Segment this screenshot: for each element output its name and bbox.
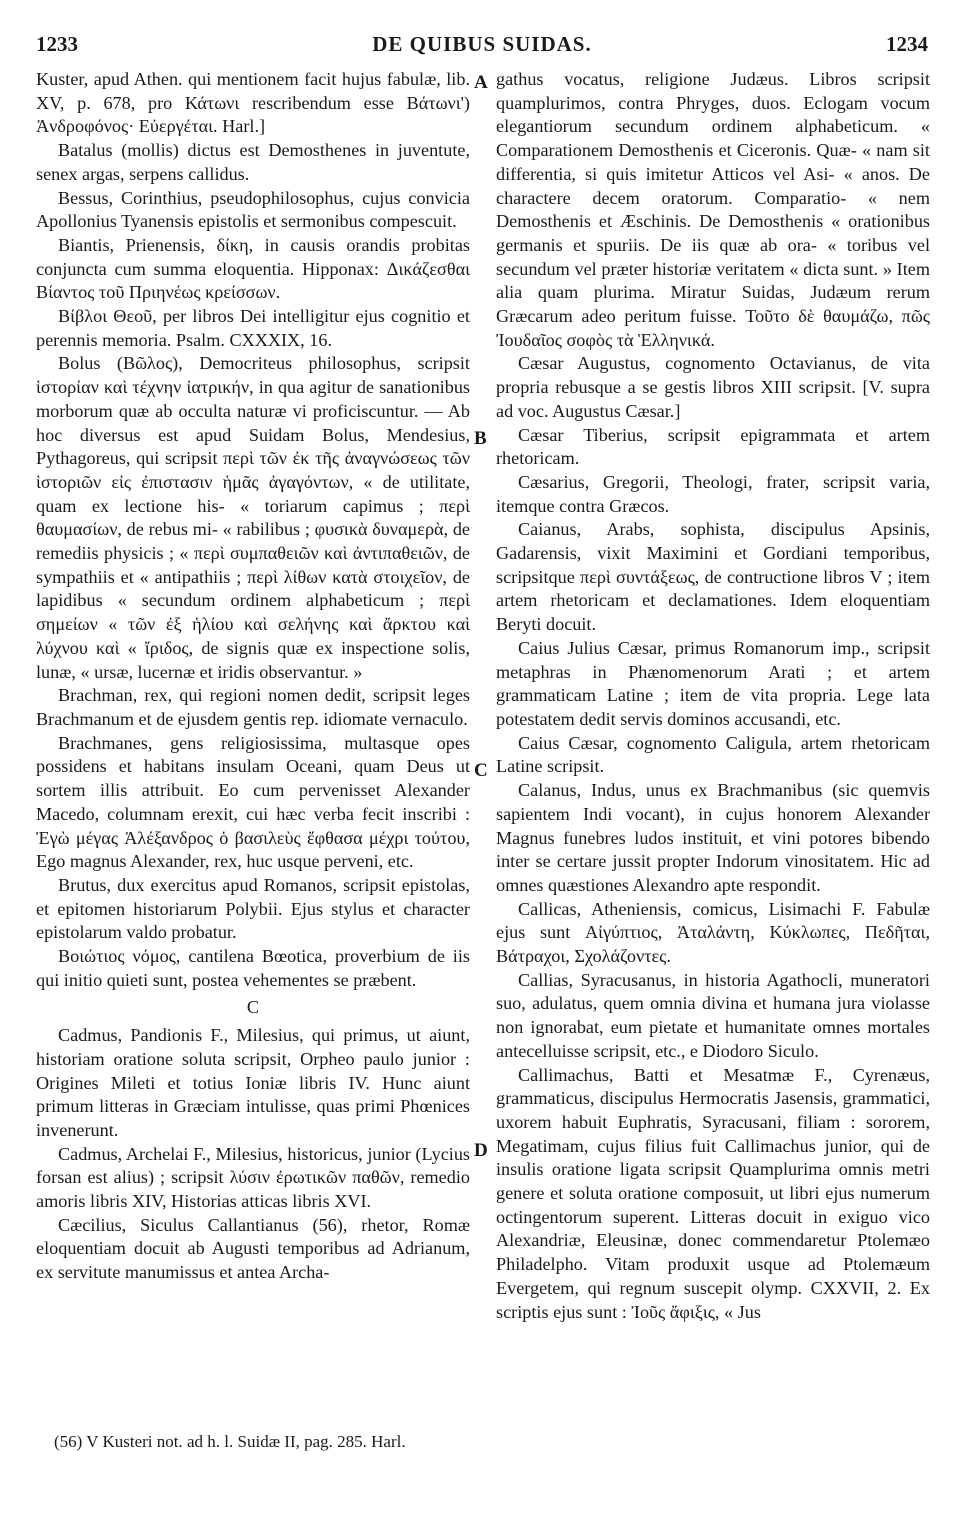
entry-caecilius: Cæcilius, Siculus Callantianus (56), rhetor, Romæ eloquentiam docuit ab Augusti temporibus ad Adrianum, ex servitute manumissus et antea Archa- (36, 1214, 470, 1283)
right-page-number: 1234 (886, 32, 928, 56)
entry-brutus: Brutus, dux exercitus apud Romanos, scripsit epistolas, et epitomen historiarum Polybii. Ejus stylus et character epistolarum valdo probatur. (36, 874, 470, 943)
margin-marker-c: C (474, 760, 488, 781)
margin-marker-a: A (474, 72, 488, 93)
entry-kuster: Kuster, apud Athen. qui mentionem facit hujus fabulæ, lib. XV, p. 678, pro Κάτωνι rescribendum esse Βάτωνι') Ἀνδροφόνος· Εὐεργέται. Harl.] (36, 69, 470, 137)
running-title: DE QUIBUS SUIDAS. (372, 32, 592, 56)
left-column (36, 68, 470, 1285)
entry-caecilius-cont: gathus vocatus, religione Judæus. Libros scripsit quamplurimos, contra Phryges, duos. Eclogam vocum elegantiorum secundum ordinem alphabeticum. « Comparationem Demosthenis et Ciceronis. Quæ- « nam sit differentia, si quis imitetur Atticos vel Asi- « anos. De charactere decem oratorum. Comparatio- « nem Demosthenis et Æschinis. De Demosthenis « orationibus germanis et spuriis. De iis quæ ab ora- « toribus vel secundum vel præter historiæ veritatem « dicta sunt. » Item alia quam plurima. Miratur Suidas, Judæum rerum Græcarum adeo peritum fuisse. Τοῦτο δὲ θαυμάζω, πῶς Ἰουδαῖος σοφὸς τὰ Ἑλληνικά. (496, 69, 930, 350)
section-letter-c: C (246, 997, 260, 1018)
page-header (36, 32, 928, 60)
entry-caesar-augustus: Cæsar Augustus, cognomento Octavianus, de vita propria rebusque a se gestis libros XIII scripsit. [V. supra ad voc. Augustus Cæsar.] (496, 353, 930, 421)
entry-cadmus-pandionis: Cadmus, Pandionis F., Milesius, qui primus, ut aiunt, historiam oratione soluta scripsit, Orpheo paulo junior : Origines Mileti et totius Ioniæ libris IV. Hunc aiunt primum litteras in Græciam intulisse, quas primi Phœnices invenerunt. (36, 1025, 470, 1140)
entry-boiotios: Βοιώτιος νόμος, cantilena Bœotica, proverbium de iis qui initio quieti sunt, postea vehementes se præbent. (36, 946, 470, 990)
entry-batalus: Batalus (mollis) dictus est Demosthenes in juventute, senex argas, serpens callidus. (36, 140, 470, 184)
entry-calanus: Calanus, Indus, unus ex Brachmanibus (sic quemvis sapientem Indi vocant), in cujus honorem Alexander Magnus funebres ludos instituit, et vini potores bibendo inter se certare jussit propter Indorum vinositatem. Hic ad omnes quæstiones Alexandro apte respondit. (496, 780, 930, 895)
entry-caianus: Caianus, Arabs, sophista, discipulus Apsinis, Gadarensis, vixit Maximini et Gordiani temporibus, scripsitque περὶ συντάξεως, de contructione libros V ; item artem rhetoricam et declamationes. Idem eloquentiam Beryti docuit. (496, 519, 930, 635)
entry-brachmanes: Brachmanes, gens religiosissima, multasque opes possidens et habitans insulam Oceani, quam Deus ut sortem illis attribuit. Eo cum pervenisset Alexander Macedo, columnam erexit, cui hæc verba fecit inscribi : Ἐγὼ μέγας Ἀλέξανδρος ὁ βασιλεὺς ἔφθασα μέχρι τούτου, Ego magnus Alexander, rex, huc usque perveni, etc. (36, 732, 470, 872)
entry-callimachus: Callimachus, Batti et Mesatmæ F., Cyrenæus, grammaticus, discipulus Hermocratis Jasensis, grammatici, uxorem habuit Euphratis, Syracusani, filiam : sororem, Megatimam, cujus filius fuit Callimachus junior, qui de insulis oratione ligata scripsit Quamplurima omnis metri genere et soluta oratione composuit, ut libri ejus numerum octingentorum superent. Litteras docuit in exiguo vico Alexandriæ, Eleusinæ, donec commendaretur Ptolemæo Philadelpho. Vitam produxit usque ad Ptolemæum Evergetem, qui regnum suscepit olymp. CXXVII, 2. Ex scriptis ejus sunt : Ἰοῦς ἄφιξις, « Jus (496, 1064, 930, 1322)
left-page-number: 1233 (36, 32, 78, 56)
margin-marker-d: D (474, 1140, 488, 1161)
entry-bessus: Bessus, Corinthius, pseudophilosophus, cujus convicia Apollonius Tyanensis epistolis et sermonibus compescuit. (36, 187, 470, 232)
entry-cadmus-archelai: Cadmus, Archelai F., Milesius, historicus, junior (Lycius forsan est alius) ; scripsit λύσιν ἐρωτικῶν παθῶν, remedio amoris libris XIV, Historias atticas libris XVI. (36, 1143, 470, 1212)
entry-caius-julius: Caius Julius Cæsar, primus Romanorum imp., scripsit metaphras in Phænomenorum Arati ; et artem grammaticam Latine ; item de vita propria. Lege lata potestatem dedit servis dominos accusandi, etc. (496, 637, 930, 729)
footnote: (56) V Kusteri not. ad h. l. Suidæ II, pag. 285. Harl. (54, 1432, 406, 1451)
entry-bolus: Bolus (Βῶλος), Democriteus philosophus, scripsit ἱστορίαν καὶ τέχνην ἰατρικήν, in qua agitur de sanationibus morborum quæ ab occulta naturæ vi proficiscuntur. — Ab hoc diversus est apud Suidam Bolus, Mendesius, Pythagoreus, qui scripsit περὶ τῶν ἐκ τῆς ἀναγνώσεως τῶν ἱστοριῶν εἰς ἐπιστασιν ἡμᾶς ἀγαγόντων, « de utilitate, quam ex lectione his- « toriarum capimus ; περὶ θαυμασίων, de rebus mi- « rabilibus ; φυσικὰ δυναμερὰ, de remediis physicis ; « περὶ συμπαθειῶν καὶ ἀντιπαθειῶν, de sympathiis et « antipathiis ; περὶ λίθων κατὰ στοιχεῖον, de lapidibus « secundum ordinem alphabeticum ; περὶ σημείων « τῶν ἐξ ἡλίου καὶ σελήνης καὶ ἄρκτου καὶ λύχνου καὶ « ἴριδος, de signis quæ ex inspectione solis, lunæ, « ursæ, lucernæ et iridis observantur. » (36, 353, 470, 682)
entry-caesar-tiberius: Cæsar Tiberius, scripsit epigrammata et artem rhetoricam. (496, 424, 930, 469)
entry-callicas: Callicas, Atheniensis, comicus, Lisimachi F. Fabulæ ejus sunt Αἰγύπτιος, Ἀταλάντη, Κύκλωπες, Πεδῆται, Βάτραχοι, Σχολάζοντες. (496, 898, 930, 967)
entry-biantis: Biantis, Prienensis, δίκη, in causis orandis probitas conjuncta cum summa eloquentia. Hipponax: Δικάζεσθαι Βίαντος τοῦ Πριηνέως κρείσσων. (36, 234, 470, 303)
margin-marker-b: B (474, 428, 487, 449)
entry-callias: Callias, Syracusanus, in historia Agathocli, muneratori suo, adulatus, quem omnia divina et humana jura violasse non ignorabat, eum pietate et humanitate omnes mortales antecelluisse scripsit, etc., e Diodoro Siculo. (496, 969, 930, 1061)
entry-caius-caligula: Caius Cæsar, cognomento Caligula, artem rhetoricam Latine scripsit. (496, 732, 930, 777)
entry-caesarius: Cæsarius, Gregorii, Theologi, frater, scripsit varia, itemque contra Græcos. (496, 471, 930, 516)
entry-brachman: Brachman, rex, qui regioni nomen dedit, scripsit leges Brachmanum et de ejusdem gentis rep. idiomate vernaculo. (36, 685, 470, 729)
entry-biblos: Βίβλοι Θεοῦ, per libros Dei intelligitur ejus cognitio et perennis memoria. Psalm. CXXXIX, 16. (36, 306, 470, 350)
right-column (496, 68, 930, 1324)
